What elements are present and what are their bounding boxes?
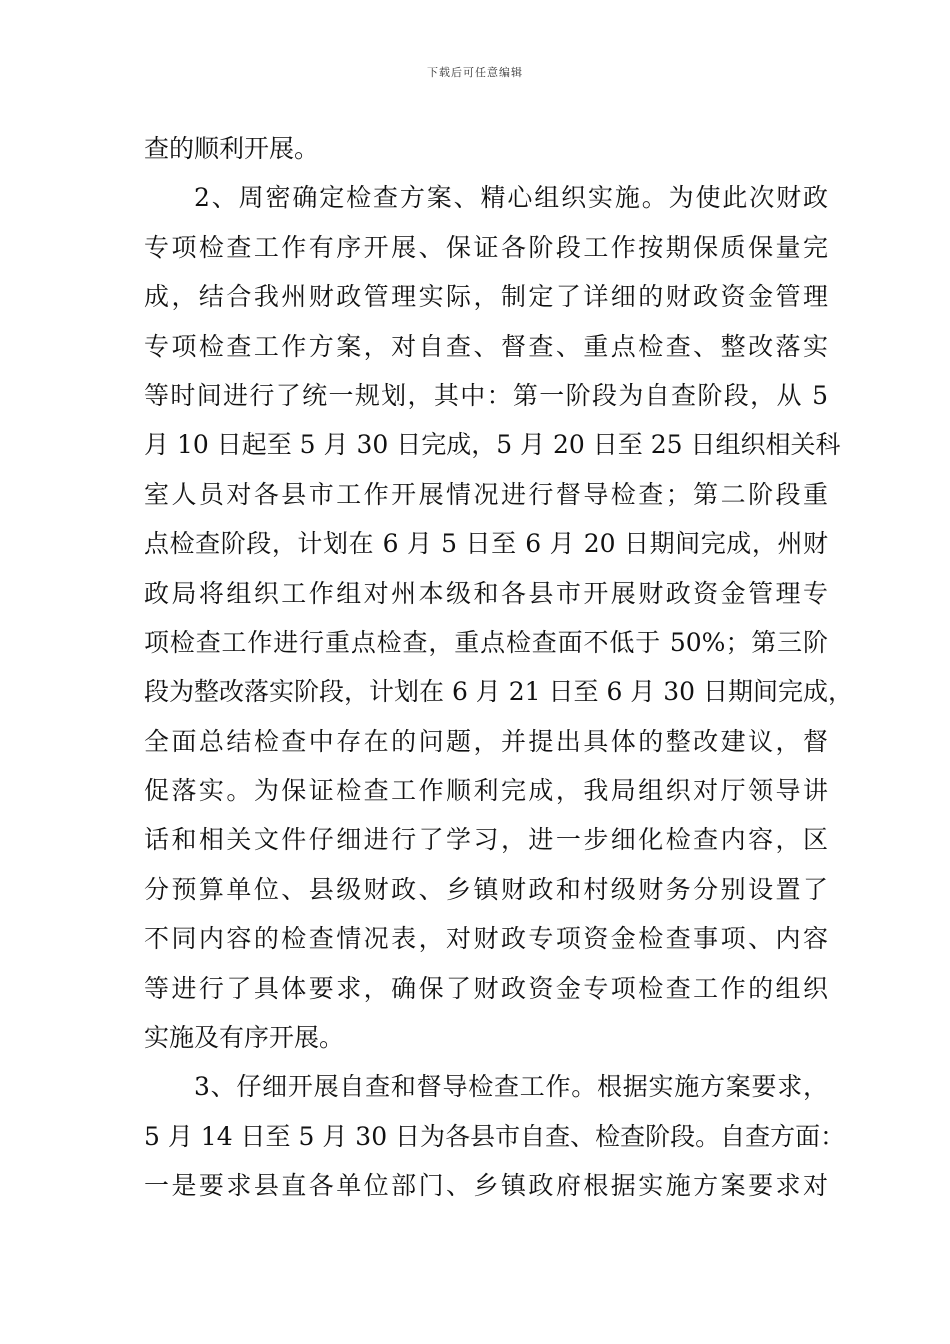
paragraph-line: 点检查阶段，计划在 6 月 5 日至 6 月 20 日期间完成，州财 bbox=[144, 529, 828, 559]
paragraph-line: 等进行了具体要求，确保了财政资金专项检查工作的组织 bbox=[144, 973, 828, 1003]
paragraph-line: 实施及有序开展。 bbox=[144, 1023, 345, 1053]
paragraph-line: 等时间进行了统一规划，其中：第一阶段为自查阶段，从 5 bbox=[144, 380, 828, 410]
page-header: 下载后可任意编辑 bbox=[427, 66, 523, 79]
paragraph-line: 专项检查工作方案，对自查、督查、重点检查、整改落实 bbox=[144, 331, 828, 361]
paragraph-line: 2、周密确定检查方案、精心组织实施。为使此次财政 bbox=[194, 183, 828, 213]
paragraph-line: 5 月 14 日至 5 月 30 日为各县市自查、检查阶段。自查方面： bbox=[144, 1121, 846, 1151]
paragraph-line: 政局将组织工作组对州本级和各县市开展财政资金管理专 bbox=[144, 578, 828, 608]
paragraph-line: 专项检查工作有序开展、保证各阶段工作按期保质保量完 bbox=[144, 232, 828, 262]
paragraph-line: 一是要求县直各单位部门、乡镇政府根据实施方案要求对 bbox=[144, 1171, 828, 1201]
paragraph-line: 成，结合我州财政管理实际，制定了详细的财政资金管理 bbox=[144, 282, 828, 312]
paragraph-line: 室人员对各县市工作开展情况进行督导检查；第二阶段重 bbox=[144, 479, 828, 509]
paragraph-line: 全面总结检查中存在的问题，并提出具体的整改建议，督 bbox=[144, 726, 828, 756]
paragraph-line: 话和相关文件仔细进行了学习，进一步细化检查内容，区 bbox=[144, 825, 828, 855]
document-body bbox=[144, 124, 854, 1211]
paragraph-line: 不同内容的检查情况表，对财政专项资金检查事项、内容 bbox=[144, 924, 828, 954]
paragraph-line: 促落实。为保证检查工作顺利完成，我局组织对厅领导讲 bbox=[144, 776, 828, 806]
paragraph-line: 月 10 日起至 5 月 30 日完成，5 月 20 日至 25 日组织相关科 bbox=[144, 430, 841, 460]
paragraph-line: 分预算单位、县级财政、乡镇财政和村级财务分别设置了 bbox=[144, 874, 828, 904]
paragraph-line: 3、仔细开展自查和督导检查工作。根据实施方案要求， bbox=[194, 1072, 828, 1102]
paragraph-line: 项检查工作进行重点检查，重点检查面不低于 50%；第三阶 bbox=[144, 627, 828, 657]
paragraph-line: 段为整改落实阶段，计划在 6 月 21 日至 6 月 30 日期间完成， bbox=[144, 677, 854, 707]
paragraph-line: 查的顺利开展。 bbox=[144, 134, 320, 163]
